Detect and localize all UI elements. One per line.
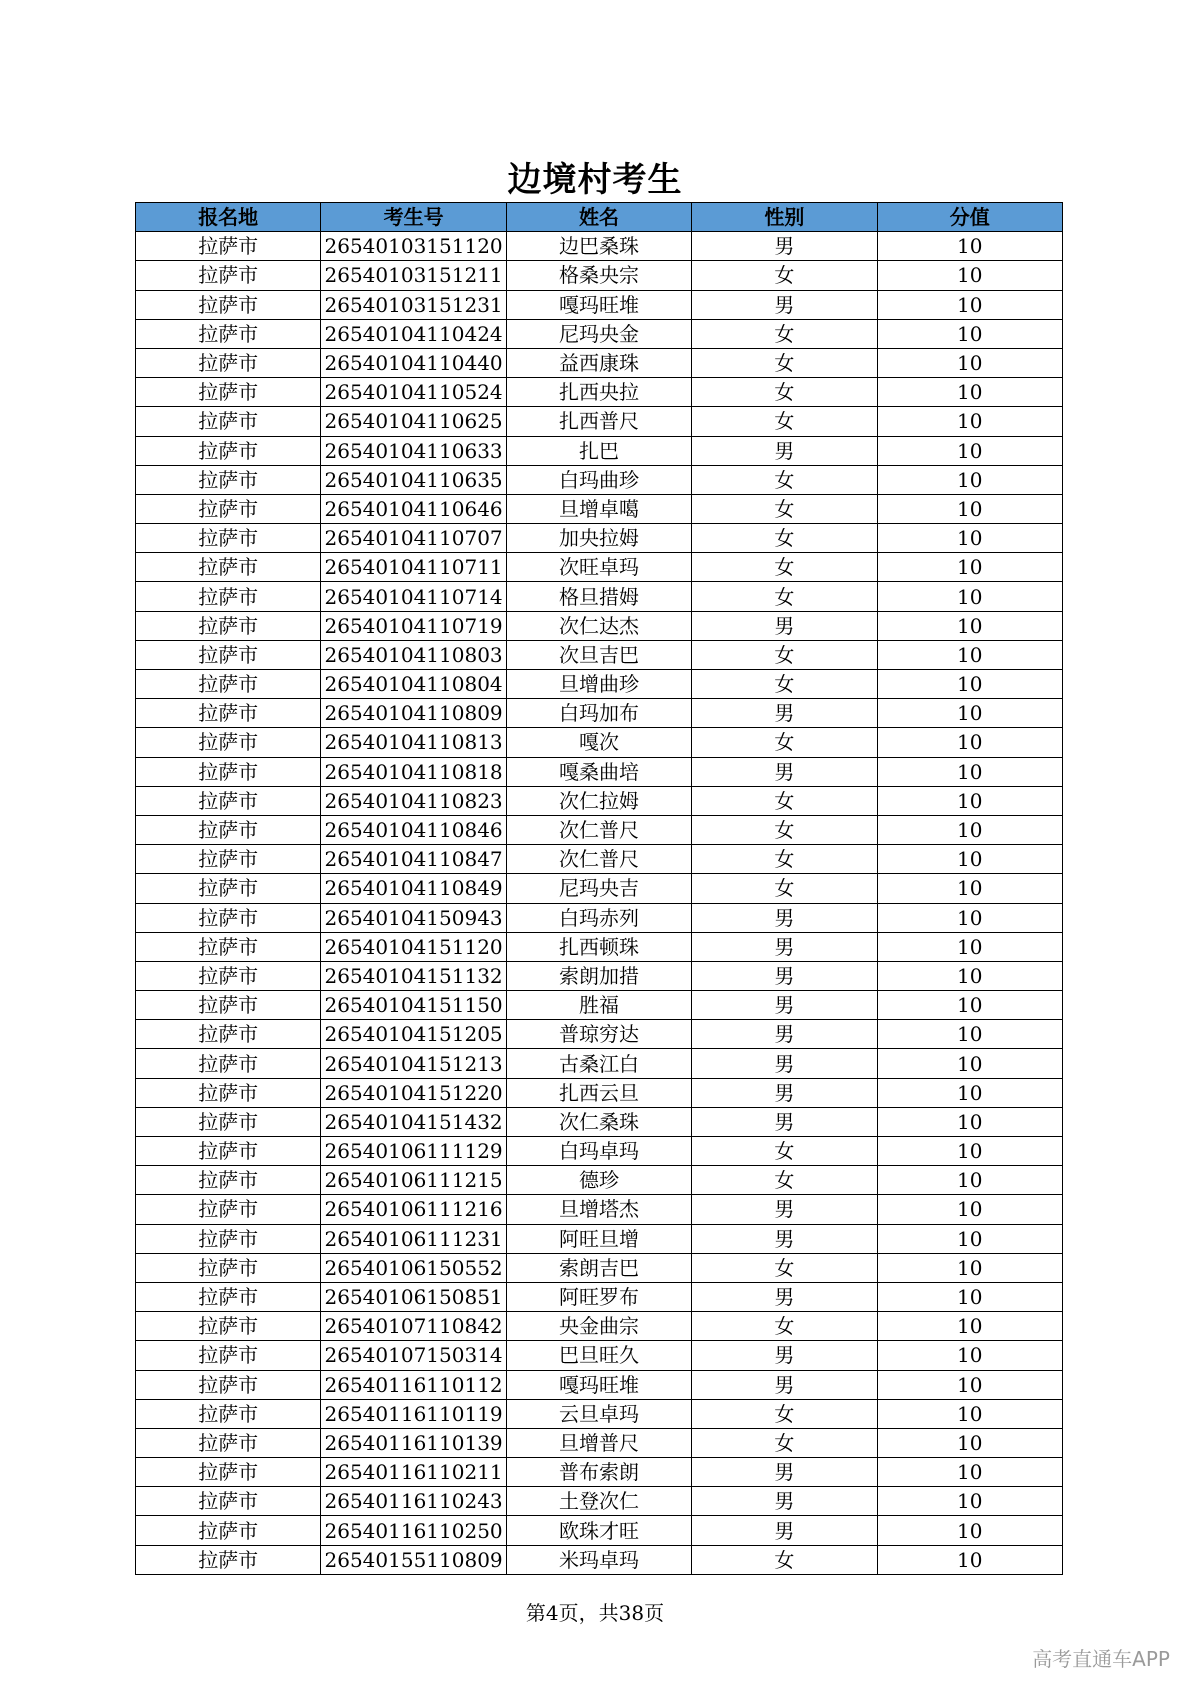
cell-location: 拉萨市 (136, 1516, 321, 1545)
cell-gender: 女 (692, 348, 877, 377)
table-row (136, 1195, 1063, 1224)
cell-name: 嘎次 (506, 728, 691, 757)
cell-gender: 男 (692, 1341, 877, 1370)
cell-score: 10 (877, 1312, 1062, 1341)
column-header-score: 分值 (877, 203, 1062, 232)
cell-gender: 男 (692, 903, 877, 932)
cell-gender: 男 (692, 1049, 877, 1078)
cell-candidate-id: 26540116110119 (321, 1399, 506, 1428)
cell-gender: 男 (692, 232, 877, 261)
cell-candidate-id: 26540103151211 (321, 261, 506, 290)
cell-candidate-id: 26540104150943 (321, 903, 506, 932)
cell-score: 10 (877, 436, 1062, 465)
table-row (136, 378, 1063, 407)
cell-gender: 女 (692, 1545, 877, 1574)
cell-candidate-id: 26540116110139 (321, 1428, 506, 1457)
cell-score: 10 (877, 1545, 1062, 1574)
cell-name: 白玛加布 (506, 699, 691, 728)
cell-gender: 女 (692, 465, 877, 494)
table-row (136, 494, 1063, 523)
cell-name: 扎西顿珠 (506, 932, 691, 961)
cell-gender: 男 (692, 1458, 877, 1487)
cell-candidate-id: 26540104110846 (321, 815, 506, 844)
cell-candidate-id: 26540116110112 (321, 1370, 506, 1399)
cell-candidate-id: 26540104151213 (321, 1049, 506, 1078)
cell-candidate-id: 26540104110804 (321, 670, 506, 699)
column-header-gender: 性别 (692, 203, 877, 232)
cell-candidate-id: 26540104151205 (321, 1020, 506, 1049)
table-row (136, 1458, 1063, 1487)
cell-score: 10 (877, 1049, 1062, 1078)
table-row (136, 874, 1063, 903)
cell-score: 10 (877, 407, 1062, 436)
cell-score: 10 (877, 728, 1062, 757)
cell-gender: 男 (692, 1224, 877, 1253)
cell-score: 10 (877, 1253, 1062, 1282)
cell-gender: 女 (692, 524, 877, 553)
cell-gender: 男 (692, 1107, 877, 1136)
table-row (136, 1399, 1063, 1428)
table-row (136, 1107, 1063, 1136)
cell-score: 10 (877, 1107, 1062, 1136)
cell-candidate-id: 26540116110211 (321, 1458, 506, 1487)
cell-name: 扎巴 (506, 436, 691, 465)
cell-name: 旦增普尺 (506, 1428, 691, 1457)
table-row (136, 582, 1063, 611)
cell-candidate-id: 26540106111231 (321, 1224, 506, 1253)
cell-candidate-id: 26540104151432 (321, 1107, 506, 1136)
cell-gender: 男 (692, 932, 877, 961)
cell-score: 10 (877, 232, 1062, 261)
cell-location: 拉萨市 (136, 1078, 321, 1107)
cell-gender: 男 (692, 961, 877, 990)
cell-gender: 女 (692, 319, 877, 348)
cell-candidate-id: 26540106111216 (321, 1195, 506, 1224)
cell-score: 10 (877, 1487, 1062, 1516)
cell-location: 拉萨市 (136, 407, 321, 436)
cell-candidate-id: 26540104151132 (321, 961, 506, 990)
cell-score: 10 (877, 1078, 1062, 1107)
table-row (136, 436, 1063, 465)
cell-location: 拉萨市 (136, 1312, 321, 1341)
cell-gender: 女 (692, 815, 877, 844)
table-row (136, 407, 1063, 436)
cell-location: 拉萨市 (136, 611, 321, 640)
cell-name: 嘎桑曲培 (506, 757, 691, 786)
cell-name: 阿旺罗布 (506, 1282, 691, 1311)
cell-location: 拉萨市 (136, 290, 321, 319)
cell-name: 加央拉姆 (506, 524, 691, 553)
cell-name: 扎西云旦 (506, 1078, 691, 1107)
cell-name: 云旦卓玛 (506, 1399, 691, 1428)
cell-gender: 女 (692, 1399, 877, 1428)
cell-name: 索朗吉巴 (506, 1253, 691, 1282)
table-row (136, 1078, 1063, 1107)
cell-candidate-id: 26540104110719 (321, 611, 506, 640)
cell-candidate-id: 26540104110714 (321, 582, 506, 611)
cell-location: 拉萨市 (136, 494, 321, 523)
cell-location: 拉萨市 (136, 319, 321, 348)
table-row (136, 553, 1063, 582)
cell-location: 拉萨市 (136, 874, 321, 903)
cell-location: 拉萨市 (136, 728, 321, 757)
cell-name: 阿旺旦增 (506, 1224, 691, 1253)
cell-score: 10 (877, 319, 1062, 348)
cell-score: 10 (877, 874, 1062, 903)
cell-score: 10 (877, 640, 1062, 669)
cell-candidate-id: 26540104110803 (321, 640, 506, 669)
cell-name: 德珍 (506, 1166, 691, 1195)
cell-location: 拉萨市 (136, 1224, 321, 1253)
cell-score: 10 (877, 845, 1062, 874)
cell-name: 边巴桑珠 (506, 232, 691, 261)
cell-gender: 女 (692, 407, 877, 436)
cell-name: 次仁桑珠 (506, 1107, 691, 1136)
cell-score: 10 (877, 1458, 1062, 1487)
cell-score: 10 (877, 699, 1062, 728)
cell-name: 尼玛央吉 (506, 874, 691, 903)
cell-gender: 女 (692, 728, 877, 757)
cell-gender: 男 (692, 1516, 877, 1545)
cell-name: 央金曲宗 (506, 1312, 691, 1341)
cell-location: 拉萨市 (136, 1487, 321, 1516)
cell-score: 10 (877, 903, 1062, 932)
table-row (136, 670, 1063, 699)
cell-gender: 男 (692, 1078, 877, 1107)
cell-name: 尼玛央金 (506, 319, 691, 348)
cell-name: 扎西普尺 (506, 407, 691, 436)
cell-gender: 女 (692, 261, 877, 290)
candidates-table (135, 202, 1063, 1575)
cell-name: 嘎玛旺堆 (506, 290, 691, 319)
cell-gender: 女 (692, 553, 877, 582)
cell-candidate-id: 26540104110524 (321, 378, 506, 407)
cell-name: 巴旦旺久 (506, 1341, 691, 1370)
cell-score: 10 (877, 611, 1062, 640)
cell-name: 白玛卓玛 (506, 1137, 691, 1166)
cell-gender: 男 (692, 1370, 877, 1399)
cell-score: 10 (877, 524, 1062, 553)
cell-location: 拉萨市 (136, 815, 321, 844)
table-row (136, 961, 1063, 990)
table-row (136, 465, 1063, 494)
table-row (136, 903, 1063, 932)
cell-location: 拉萨市 (136, 1107, 321, 1136)
cell-candidate-id: 26540116110250 (321, 1516, 506, 1545)
table-row (136, 1487, 1063, 1516)
cell-score: 10 (877, 378, 1062, 407)
cell-name: 次旦吉巴 (506, 640, 691, 669)
cell-candidate-id: 26540107150314 (321, 1341, 506, 1370)
cell-gender: 女 (692, 1253, 877, 1282)
cell-gender: 女 (692, 1428, 877, 1457)
cell-gender: 男 (692, 436, 877, 465)
cell-location: 拉萨市 (136, 1253, 321, 1282)
cell-name: 次仁普尺 (506, 815, 691, 844)
cell-name: 扎西央拉 (506, 378, 691, 407)
table-row (136, 319, 1063, 348)
cell-location: 拉萨市 (136, 1341, 321, 1370)
cell-gender: 男 (692, 991, 877, 1020)
cell-candidate-id: 26540104110635 (321, 465, 506, 494)
cell-name: 次仁拉姆 (506, 786, 691, 815)
cell-candidate-id: 26540107110842 (321, 1312, 506, 1341)
cell-location: 拉萨市 (136, 378, 321, 407)
cell-candidate-id: 26540106150552 (321, 1253, 506, 1282)
table-row (136, 640, 1063, 669)
cell-location: 拉萨市 (136, 640, 321, 669)
column-header-location: 报名地 (136, 203, 321, 232)
cell-location: 拉萨市 (136, 903, 321, 932)
cell-name: 旦增卓噶 (506, 494, 691, 523)
table-row (136, 611, 1063, 640)
cell-gender: 女 (692, 1137, 877, 1166)
cell-location: 拉萨市 (136, 757, 321, 786)
cell-location: 拉萨市 (136, 1020, 321, 1049)
table-row (136, 1049, 1063, 1078)
table-row (136, 1224, 1063, 1253)
cell-location: 拉萨市 (136, 845, 321, 874)
column-header-name: 姓名 (506, 203, 691, 232)
cell-score: 10 (877, 1224, 1062, 1253)
cell-name: 次仁达杰 (506, 611, 691, 640)
cell-gender: 男 (692, 1487, 877, 1516)
cell-gender: 男 (692, 611, 877, 640)
cell-score: 10 (877, 1370, 1062, 1399)
cell-location: 拉萨市 (136, 436, 321, 465)
cell-gender: 女 (692, 670, 877, 699)
cell-candidate-id: 26540106111215 (321, 1166, 506, 1195)
table-row (136, 1166, 1063, 1195)
cell-gender: 女 (692, 786, 877, 815)
cell-location: 拉萨市 (136, 553, 321, 582)
cell-candidate-id: 26540155110809 (321, 1545, 506, 1574)
watermark: 高考直通车APP (1032, 1647, 1170, 1671)
table-row (136, 932, 1063, 961)
cell-name: 普琼穷达 (506, 1020, 691, 1049)
cell-location: 拉萨市 (136, 232, 321, 261)
cell-candidate-id: 26540103151120 (321, 232, 506, 261)
table-row (136, 524, 1063, 553)
cell-candidate-id: 26540104110646 (321, 494, 506, 523)
cell-score: 10 (877, 1516, 1062, 1545)
cell-candidate-id: 26540104110424 (321, 319, 506, 348)
cell-candidate-id: 26540104110823 (321, 786, 506, 815)
table-row (136, 815, 1063, 844)
table-row (136, 1312, 1063, 1341)
cell-gender: 男 (692, 1282, 877, 1311)
cell-location: 拉萨市 (136, 1195, 321, 1224)
cell-gender: 女 (692, 874, 877, 903)
cell-candidate-id: 26540104110809 (321, 699, 506, 728)
table-row (136, 348, 1063, 377)
cell-score: 10 (877, 815, 1062, 844)
cell-candidate-id: 26540104151150 (321, 991, 506, 1020)
cell-gender: 男 (692, 1020, 877, 1049)
table-row (136, 845, 1063, 874)
table-row (136, 699, 1063, 728)
cell-score: 10 (877, 1166, 1062, 1195)
cell-score: 10 (877, 757, 1062, 786)
cell-location: 拉萨市 (136, 1370, 321, 1399)
cell-candidate-id: 26540104110625 (321, 407, 506, 436)
cell-name: 次仁普尺 (506, 845, 691, 874)
cell-location: 拉萨市 (136, 1428, 321, 1457)
cell-name: 次旺卓玛 (506, 553, 691, 582)
cell-score: 10 (877, 932, 1062, 961)
cell-candidate-id: 26540103151231 (321, 290, 506, 319)
cell-score: 10 (877, 290, 1062, 319)
cell-location: 拉萨市 (136, 582, 321, 611)
page-title: 边境村考生 (507, 160, 683, 200)
cell-candidate-id: 26540104110707 (321, 524, 506, 553)
page-number: 第4页，共38页 (525, 1601, 665, 1625)
table-row (136, 1282, 1063, 1311)
cell-location: 拉萨市 (136, 991, 321, 1020)
cell-location: 拉萨市 (136, 348, 321, 377)
cell-location: 拉萨市 (136, 1282, 321, 1311)
cell-name: 旦增塔杰 (506, 1195, 691, 1224)
cell-location: 拉萨市 (136, 524, 321, 553)
table-row (136, 991, 1063, 1020)
cell-score: 10 (877, 348, 1062, 377)
cell-score: 10 (877, 1137, 1062, 1166)
cell-name: 格桑央宗 (506, 261, 691, 290)
table-body (136, 232, 1063, 1575)
cell-location: 拉萨市 (136, 1166, 321, 1195)
cell-gender: 女 (692, 582, 877, 611)
cell-score: 10 (877, 465, 1062, 494)
table-row (136, 290, 1063, 319)
cell-name: 土登次仁 (506, 1487, 691, 1516)
cell-name: 格旦措姆 (506, 582, 691, 611)
cell-name: 普布索朗 (506, 1458, 691, 1487)
cell-gender: 男 (692, 699, 877, 728)
cell-gender: 男 (692, 757, 877, 786)
table-row (136, 757, 1063, 786)
cell-score: 10 (877, 582, 1062, 611)
cell-score: 10 (877, 1282, 1062, 1311)
table-row (136, 1253, 1063, 1282)
cell-score: 10 (877, 991, 1062, 1020)
cell-gender: 女 (692, 494, 877, 523)
cell-candidate-id: 26540104110813 (321, 728, 506, 757)
cell-location: 拉萨市 (136, 699, 321, 728)
table-row (136, 1545, 1063, 1574)
cell-score: 10 (877, 1428, 1062, 1457)
table-row (136, 728, 1063, 757)
cell-candidate-id: 26540104110847 (321, 845, 506, 874)
cell-location: 拉萨市 (136, 1458, 321, 1487)
cell-score: 10 (877, 553, 1062, 582)
cell-score: 10 (877, 786, 1062, 815)
cell-candidate-id: 26540104151220 (321, 1078, 506, 1107)
table-row (136, 1428, 1063, 1457)
cell-candidate-id: 26540104110711 (321, 553, 506, 582)
cell-gender: 女 (692, 378, 877, 407)
cell-location: 拉萨市 (136, 932, 321, 961)
cell-candidate-id: 26540104110633 (321, 436, 506, 465)
table-row (136, 1341, 1063, 1370)
cell-name: 索朗加措 (506, 961, 691, 990)
cell-score: 10 (877, 670, 1062, 699)
cell-location: 拉萨市 (136, 961, 321, 990)
cell-location: 拉萨市 (136, 1137, 321, 1166)
cell-score: 10 (877, 261, 1062, 290)
cell-candidate-id: 26540116110243 (321, 1487, 506, 1516)
cell-gender: 女 (692, 1312, 877, 1341)
cell-name: 胜福 (506, 991, 691, 1020)
cell-candidate-id: 26540104110440 (321, 348, 506, 377)
cell-name: 旦增曲珍 (506, 670, 691, 699)
cell-name: 嘎玛旺堆 (506, 1370, 691, 1399)
cell-gender: 女 (692, 640, 877, 669)
table-row (136, 1020, 1063, 1049)
cell-gender: 男 (692, 290, 877, 319)
cell-score: 10 (877, 1341, 1062, 1370)
table-row (136, 232, 1063, 261)
cell-location: 拉萨市 (136, 465, 321, 494)
cell-name: 白玛曲珍 (506, 465, 691, 494)
cell-location: 拉萨市 (136, 1545, 321, 1574)
cell-location: 拉萨市 (136, 786, 321, 815)
table-row (136, 1137, 1063, 1166)
cell-name: 米玛卓玛 (506, 1545, 691, 1574)
table-row (136, 786, 1063, 815)
column-header-candidate-id: 考生号 (321, 203, 506, 232)
cell-gender: 女 (692, 845, 877, 874)
table-header-row (136, 203, 1063, 232)
cell-name: 欧珠才旺 (506, 1516, 691, 1545)
cell-gender: 男 (692, 1195, 877, 1224)
cell-candidate-id: 26540104151120 (321, 932, 506, 961)
table-row (136, 1370, 1063, 1399)
cell-score: 10 (877, 1195, 1062, 1224)
cell-name: 古桑江白 (506, 1049, 691, 1078)
cell-location: 拉萨市 (136, 1049, 321, 1078)
cell-score: 10 (877, 961, 1062, 990)
cell-score: 10 (877, 1020, 1062, 1049)
cell-candidate-id: 26540106150851 (321, 1282, 506, 1311)
cell-score: 10 (877, 1399, 1062, 1428)
cell-gender: 女 (692, 1166, 877, 1195)
cell-candidate-id: 26540104110849 (321, 874, 506, 903)
cell-location: 拉萨市 (136, 1399, 321, 1428)
cell-name: 白玛赤列 (506, 903, 691, 932)
cell-candidate-id: 26540106111129 (321, 1137, 506, 1166)
cell-location: 拉萨市 (136, 670, 321, 699)
cell-candidate-id: 26540104110818 (321, 757, 506, 786)
table-row (136, 1516, 1063, 1545)
cell-name: 益西康珠 (506, 348, 691, 377)
cell-location: 拉萨市 (136, 261, 321, 290)
table-row (136, 261, 1063, 290)
cell-score: 10 (877, 494, 1062, 523)
